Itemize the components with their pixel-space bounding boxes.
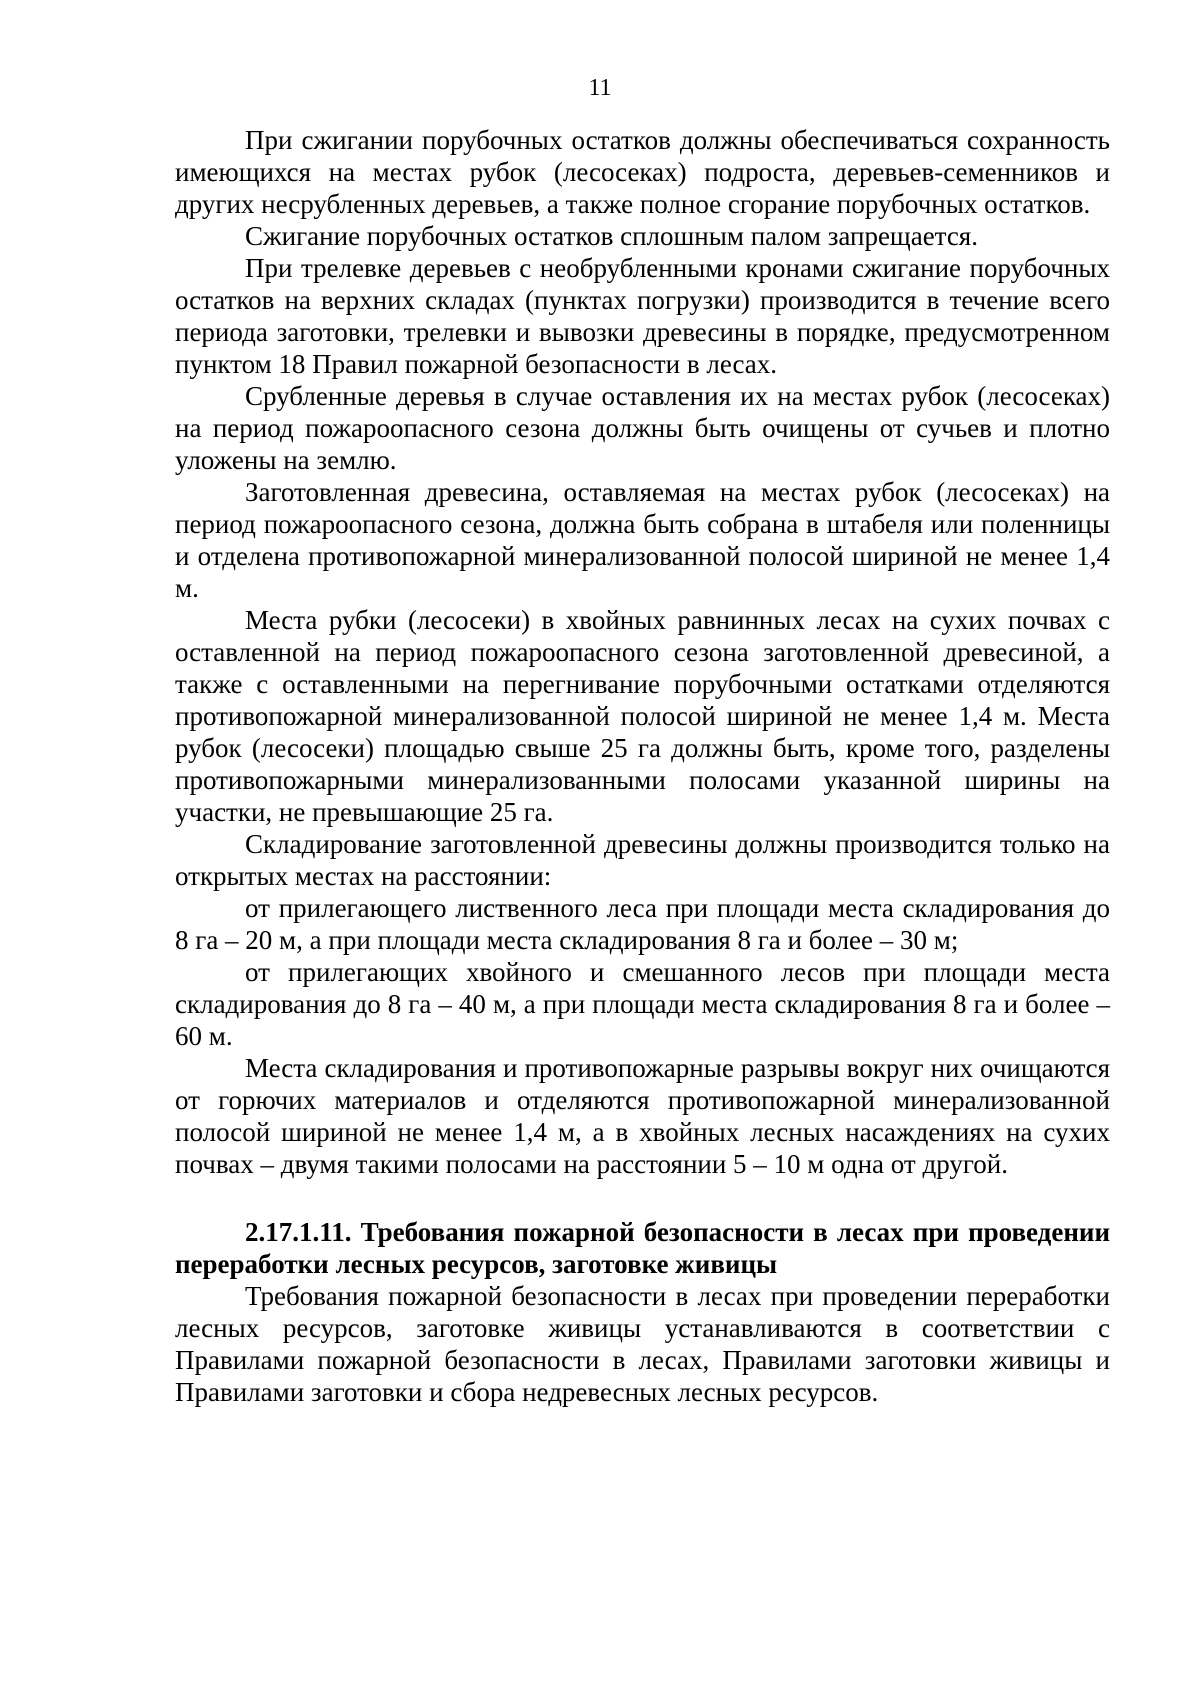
paragraph-felled-trees: Срубленные деревья в случае оставления их на местах рубок (лесосеках) на период пожароопасного сезона должны быть очищены от сучьев и плотно уложены на землю. [175, 381, 1110, 475]
paragraph-burning-residues: При сжигании порубочных остатков должны обеспечиваться сохранность имеющихся на местах рубок (лесосеках) подроста, деревьев-семенников и других несрубленных деревьев, а также полное сгорание порубочных остатков. [175, 125, 1110, 219]
paragraph-solid-burn-prohibited: Сжигание порубочных остатков сплошным палом запрещается. [245, 221, 978, 251]
paragraph-storage-clearing: Места складирования и противопожарные разрывы вокруг них очищаются от горючих материалов и отделяются противопожарной минерализованной полосой шириной не менее 1,4 м, а в хвойных лесных насаждениях на сухих почвах – двумя такими полосами на расстоянии 5 – 10 м одна от другой. [175, 1053, 1110, 1179]
document-body [175, 124, 1110, 1408]
paragraph-harvested-timber: Заготовленная древесина, оставляемая на местах рубок (лесосеках) на период пожароопасного сезона, должна быть собрана в штабеля или поленницы и отделена противопожарной минерализованной полосой шириной не менее 1,4 м. [175, 477, 1110, 603]
section-paragraph: Требования пожарной безопасности в лесах при проведении переработки лесных ресурсов, заготовке живицы устанавливаются в соответствии с Правилами пожарной безопасности в лесах, Правилами заготовки живицы и Правилами заготовки и сбора недревесных лесных ресурсов. [175, 1281, 1110, 1407]
paragraph-coniferous-distance: от прилегающих хвойного и смешанного лесов при площади места складирования до 8 га – 40 м, а при площади места складирования 8 га и более – 60 м. [175, 957, 1110, 1051]
paragraph-deciduous-distance: от прилегающего лиственного леса при площади места складирования до 8 га – 20 м, а при площади места складирования 8 га и более – 30 м; [175, 893, 1110, 955]
paragraph-coniferous-felling-sites: Места рубки (лесосеки) в хвойных равнинных лесах на сухих почвах с оставленной на период пожароопасного сезона заготовленной древесиной, а также с оставленными на перегнивание порубочными остатками отделяются противопожарной минерализованной полосой шириной не менее 1,4 м. Места рубок (лесосеки) площадью свыше 25 га должны быть, кроме того, разделены противопожарными минерализованными полосами указанной ширины на участки, не превышающие 25 га. [175, 605, 1110, 827]
paragraph-timber-storage: Складирование заготовленной древесины должны производится только на открытых местах на расстоянии: [175, 829, 1110, 891]
paragraph-skidding-trees: При трелевке деревьев с необрубленными кронами сжигание порубочных остатков на верхних складах (пунктах погрузки) производится в течение всего периода заготовки, трелевки и вывозки древесины в порядке, предусмотренном пунктом 18 Правил пожарной безопасности в лесах. [175, 253, 1110, 379]
section-heading: 2.17.1.11. Требования пожарной безопасности в лесах при проведении переработки лесных ресурсов, заготовке живицы [175, 1217, 1110, 1279]
page-number: 11 [588, 75, 612, 101]
